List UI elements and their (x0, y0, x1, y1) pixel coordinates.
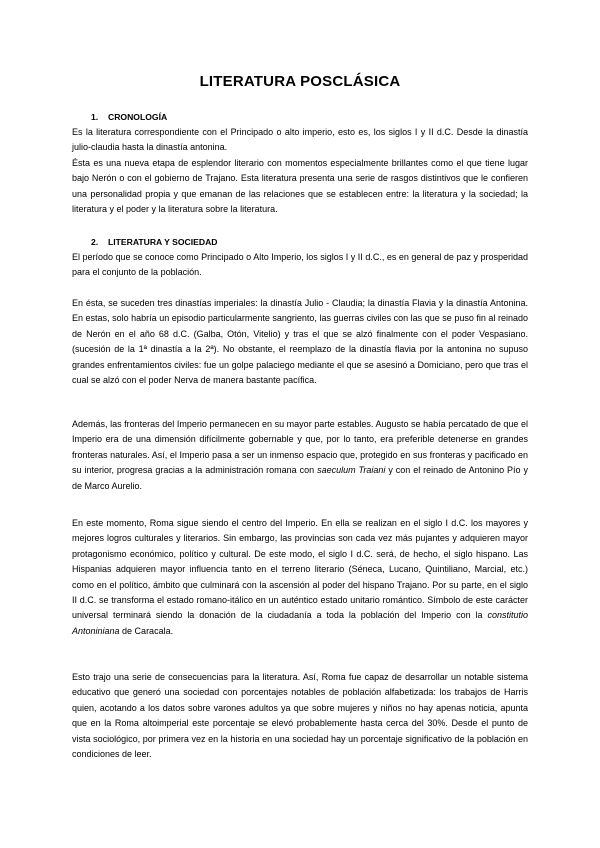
document-title: LITERATURA POSCLÁSICA (199, 73, 401, 90)
paragraph-text: de Caracala. (119, 625, 174, 636)
italic-term: saeculum Traiani (317, 465, 386, 476)
paragraph: El período que se conoce como Principado o Alto Imperio, los siglos I y II d.C., es en general de paz y prosperidad para el conjunto de la población. (72, 252, 528, 278)
section-number: 1. (91, 112, 99, 122)
section-heading-cronologia (91, 112, 167, 122)
paragraph (72, 516, 528, 639)
paragraph: Es la literatura correspondiente con el Principado o alto imperio, esto es, los siglos I y II d.C. Desde la dinastía julio-claudia hasta la dinastía antonina. (72, 127, 528, 153)
paragraph-text: En este momento, Roma sigue siendo el centro del Imperio. En ella se realizan en el siglo I d.C. los mayores y mejores logros culturales y literarios. Sin embargo, las provincias son cada vez más pujantes y adquieren mayor protagonismo económico, político y cultural. De este modo, el siglo I d.C. será, de hecho, el siglo hispano. Las Hispanias adquieren mayor influencia tanto en el terreno literario (Séneca, Lucano, Quintiliano, Marcial, etc.) como en el político, ámbito que culminará con la ascensión al poder del hispano Trajano. Por su parte, en el siglo II d.C. se transforma el estado romano-itálico en un auténtico estado unitario romántico. Símbolo de este carácter universal terminará siendo la donación de la ciudadanía a toda la población del Imperio con la (72, 518, 528, 621)
section-heading-text: LITERATURA Y SOCIEDAD (108, 237, 218, 247)
paragraph (72, 417, 528, 494)
paragraph: Esto trajo una serie de consecuencias para la literatura. Así, Roma fue capaz de desarrollar un notable sistema educativo que generó una sociedad con porcentajes notables de población alfabetizada: los trabajos de Harris quien, acotando a los datos sobre varones adultos ya que sobre mujeres y niños no hay apenas noticia, apunta que en la Roma altoimperial este porcentaje se elevó probablemente hasta cerca del 30%. Desde el punto de vista sociológico, por primera vez en la historia en una sociedad hay un porcentaje significativo de la población en condiciones de leer. (72, 672, 528, 760)
paragraph-text: y con el reinado de Antonino Pío y de Marco Aurelio. (72, 465, 528, 491)
paragraph: En ésta, se suceden tres dinastías imperiales: la dinastía Julio - Claudia; la dinastía Flavia y la dinastía Antonina. En estas, solo habría un episodio particularmente sangriento, las guerras civiles con las que se puso fin al reinado de Nerón en el año 68 d.C. (Galba, Otón, Vitelio) y tras el que se alzó finalmente con el poder Vespasiano. (sucesión de la 1ª dinastía a la 2ª). No obstante, el reemplazo de la dinastía flavia por la antonina no supuso grandes enfrentamientos civiles: fue un golpe palaciego mediante el que se asesinó a Domiciano, pero que tras el cual se alzó con el poder Nerva de manera bastante pacífica. (72, 298, 528, 386)
paragraph-text: Además, las fronteras del Imperio permanecen en su mayor parte estables. Augusto se había percatado de que el Imperio era de una dimensión difícilmente gobernable y que, por lo tanto, era preferible detenerse en grandes fronteras naturales. Así, el Imperio pasa a ser un inmenso espacio que, protegido en sus fronteras y pacificado en su interior, progresa gracias a la administración romana con (72, 419, 528, 476)
section-heading-literatura-sociedad (91, 237, 218, 247)
section-number: 2. (91, 237, 99, 247)
italic-term: constitutio Antoniniana (72, 610, 528, 636)
cronologia-text (72, 125, 528, 217)
section-heading-text: CRONOLOGÍA (108, 112, 168, 122)
paragraph: Ésta es una nueva etapa de esplendor literario con momentos especialmente brillantes como el que tiene lugar bajo Nerón o con el gobierno de Trajano. Esta literatura presenta una serie de rasgos distintivos que le confieren una personalidad propia y que emanan de las relaciones que se establecen entre: la literatura y la sociedad; la literatura y el poder y la literatura sobre la literatura. (72, 157, 528, 215)
